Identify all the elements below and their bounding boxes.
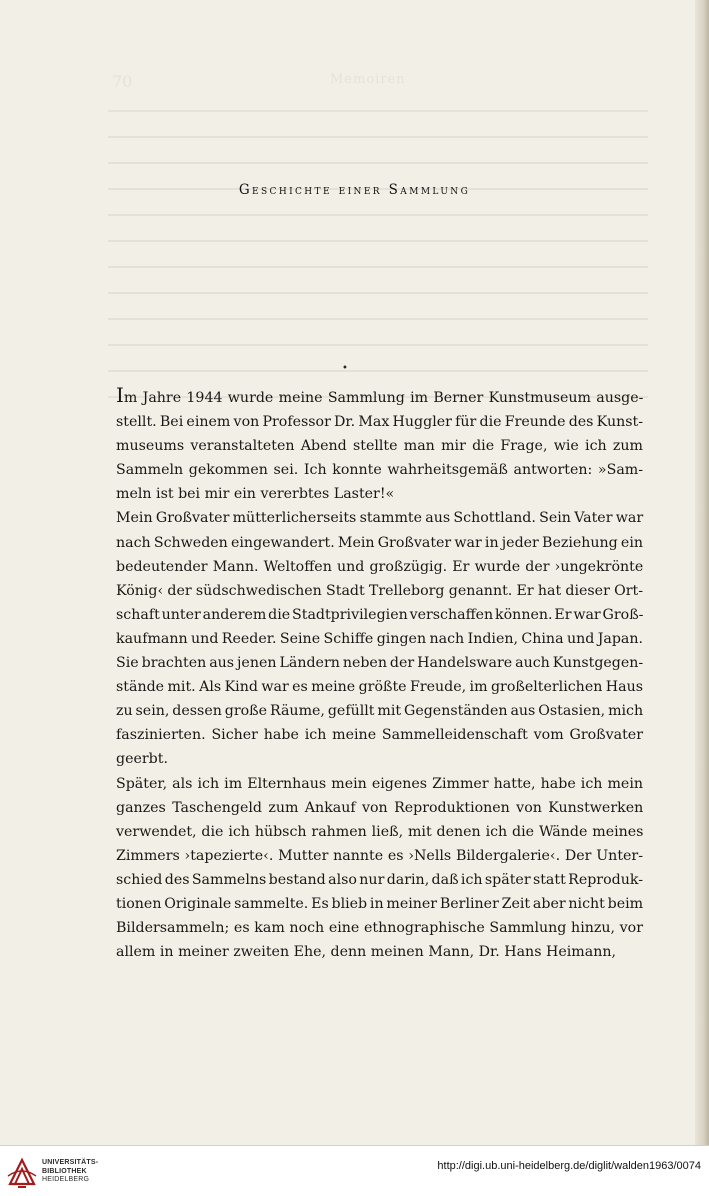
- library-seal-icon: [6, 1154, 38, 1190]
- text-line: kaufmann und Reeder. Seine Schiffe gingen nach Indien, China und Japan.: [116, 630, 644, 647]
- body-text: [116, 385, 643, 964]
- logo-line-1: UNIVERSITÄTS-: [42, 1159, 99, 1166]
- text-line: Später, als ich im Elternhaus mein eigenes Zimmer hatte, habe ich mein: [116, 775, 643, 792]
- text-line: zu sein, dessen große Räume, gefüllt mit Gegenständen aus Ostasien, mich: [116, 703, 644, 720]
- text-line: faszinierten. Sicher habe ich meine Sammelleidenschaft vom Großvater: [116, 727, 643, 744]
- text-line: Bildersammeln; es kam noch eine ethnographische Sammlung hinzu, vor: [116, 920, 643, 937]
- text-line: stellt. Bei einem von Professor Dr. Max Huggler für die Freunde des Kunst-: [116, 414, 643, 431]
- paragraph: [116, 385, 643, 506]
- logo-line-3: HEIDELBERG: [42, 1176, 90, 1184]
- bleed-through-running-head: Memoiren: [330, 72, 406, 87]
- text-line: bedeutender Mann. Weltoffen und großzügig. Er wurde der ›ungekrönte: [116, 558, 644, 575]
- paragraph: [116, 772, 643, 965]
- footer-bar: [0, 1145, 709, 1196]
- text-line: nach Schweden eingewandert. Mein Großvater war in jeder Beziehung ein: [116, 534, 643, 551]
- text-line: museums veranstalteten Abend stellte man mir die Frage, wie ich zum: [116, 438, 643, 455]
- text-line: geerbt.: [116, 751, 168, 768]
- text-line: tionen Originale sammelte. Es blieb in meiner Berliner Zeit aber nicht beim: [116, 895, 644, 912]
- text-line: König‹ der südschwedischen Stadt Trelleborg genannt. Er hat dieser Ort-: [116, 582, 643, 599]
- text-line: Im Jahre 1944 wurde meine Sammlung im Berner Kunstmuseum ausge-: [116, 383, 644, 407]
- text-line: schaft unter anderem die Stadtprivilegien verschaffen können. Er war Groß-: [116, 606, 644, 623]
- text-line: stände mit. Als Kind war es meine größte Freude, im großelterlichen Haus: [116, 679, 644, 696]
- initial-letter: I: [116, 383, 124, 407]
- text-line: Zimmers ›tapezierte‹. Mutter nannte es ›Nells Bildergalerie‹. Der Unter-: [116, 847, 643, 864]
- chapter-heading: Geschichte einer Sammlung: [238, 182, 471, 198]
- text-line: verwendet, die ich hübsch rahmen ließ, mit denen ich die Wände meines: [116, 823, 644, 840]
- library-logo-text: [42, 1159, 98, 1185]
- text-line: schied des Sammelns bestand also nur darin, daß ich später statt Reproduk-: [116, 871, 643, 888]
- permalink-url[interactable]: http://digi.ub.uni-heidelberg.de/diglit/walden1963/0074: [437, 1160, 701, 1172]
- text-line: Sie brachten aus jenen Ländern neben der Handelsware auch Kunstgegen-: [116, 655, 644, 672]
- bleed-through-page-number: 70: [112, 72, 133, 91]
- text-line: meln ist bei mir ein vererbtes Laster!«: [116, 486, 395, 503]
- text-line: Mein Großvater mütterlicherseits stammte aus Schottland. Sein Vater war: [116, 510, 644, 527]
- text-line: ganzes Taschengeld zum Ankauf von Reproduktionen von Kunstwerken: [116, 799, 644, 816]
- library-logo[interactable]: [6, 1154, 106, 1190]
- text-line: Sammeln gekommen sei. Ich konnte wahrheitsgemäß antworten: »Sam-: [116, 462, 644, 479]
- page-gutter-shadow: [695, 0, 709, 1145]
- paragraph: [116, 506, 643, 771]
- ornament-dot: •: [342, 363, 348, 374]
- logo-line-2: BIBLIOTHEK: [42, 1167, 87, 1175]
- text-line: allem in meiner zweiten Ehe, denn meinen Mann, Dr. Hans Heimann,: [116, 944, 616, 961]
